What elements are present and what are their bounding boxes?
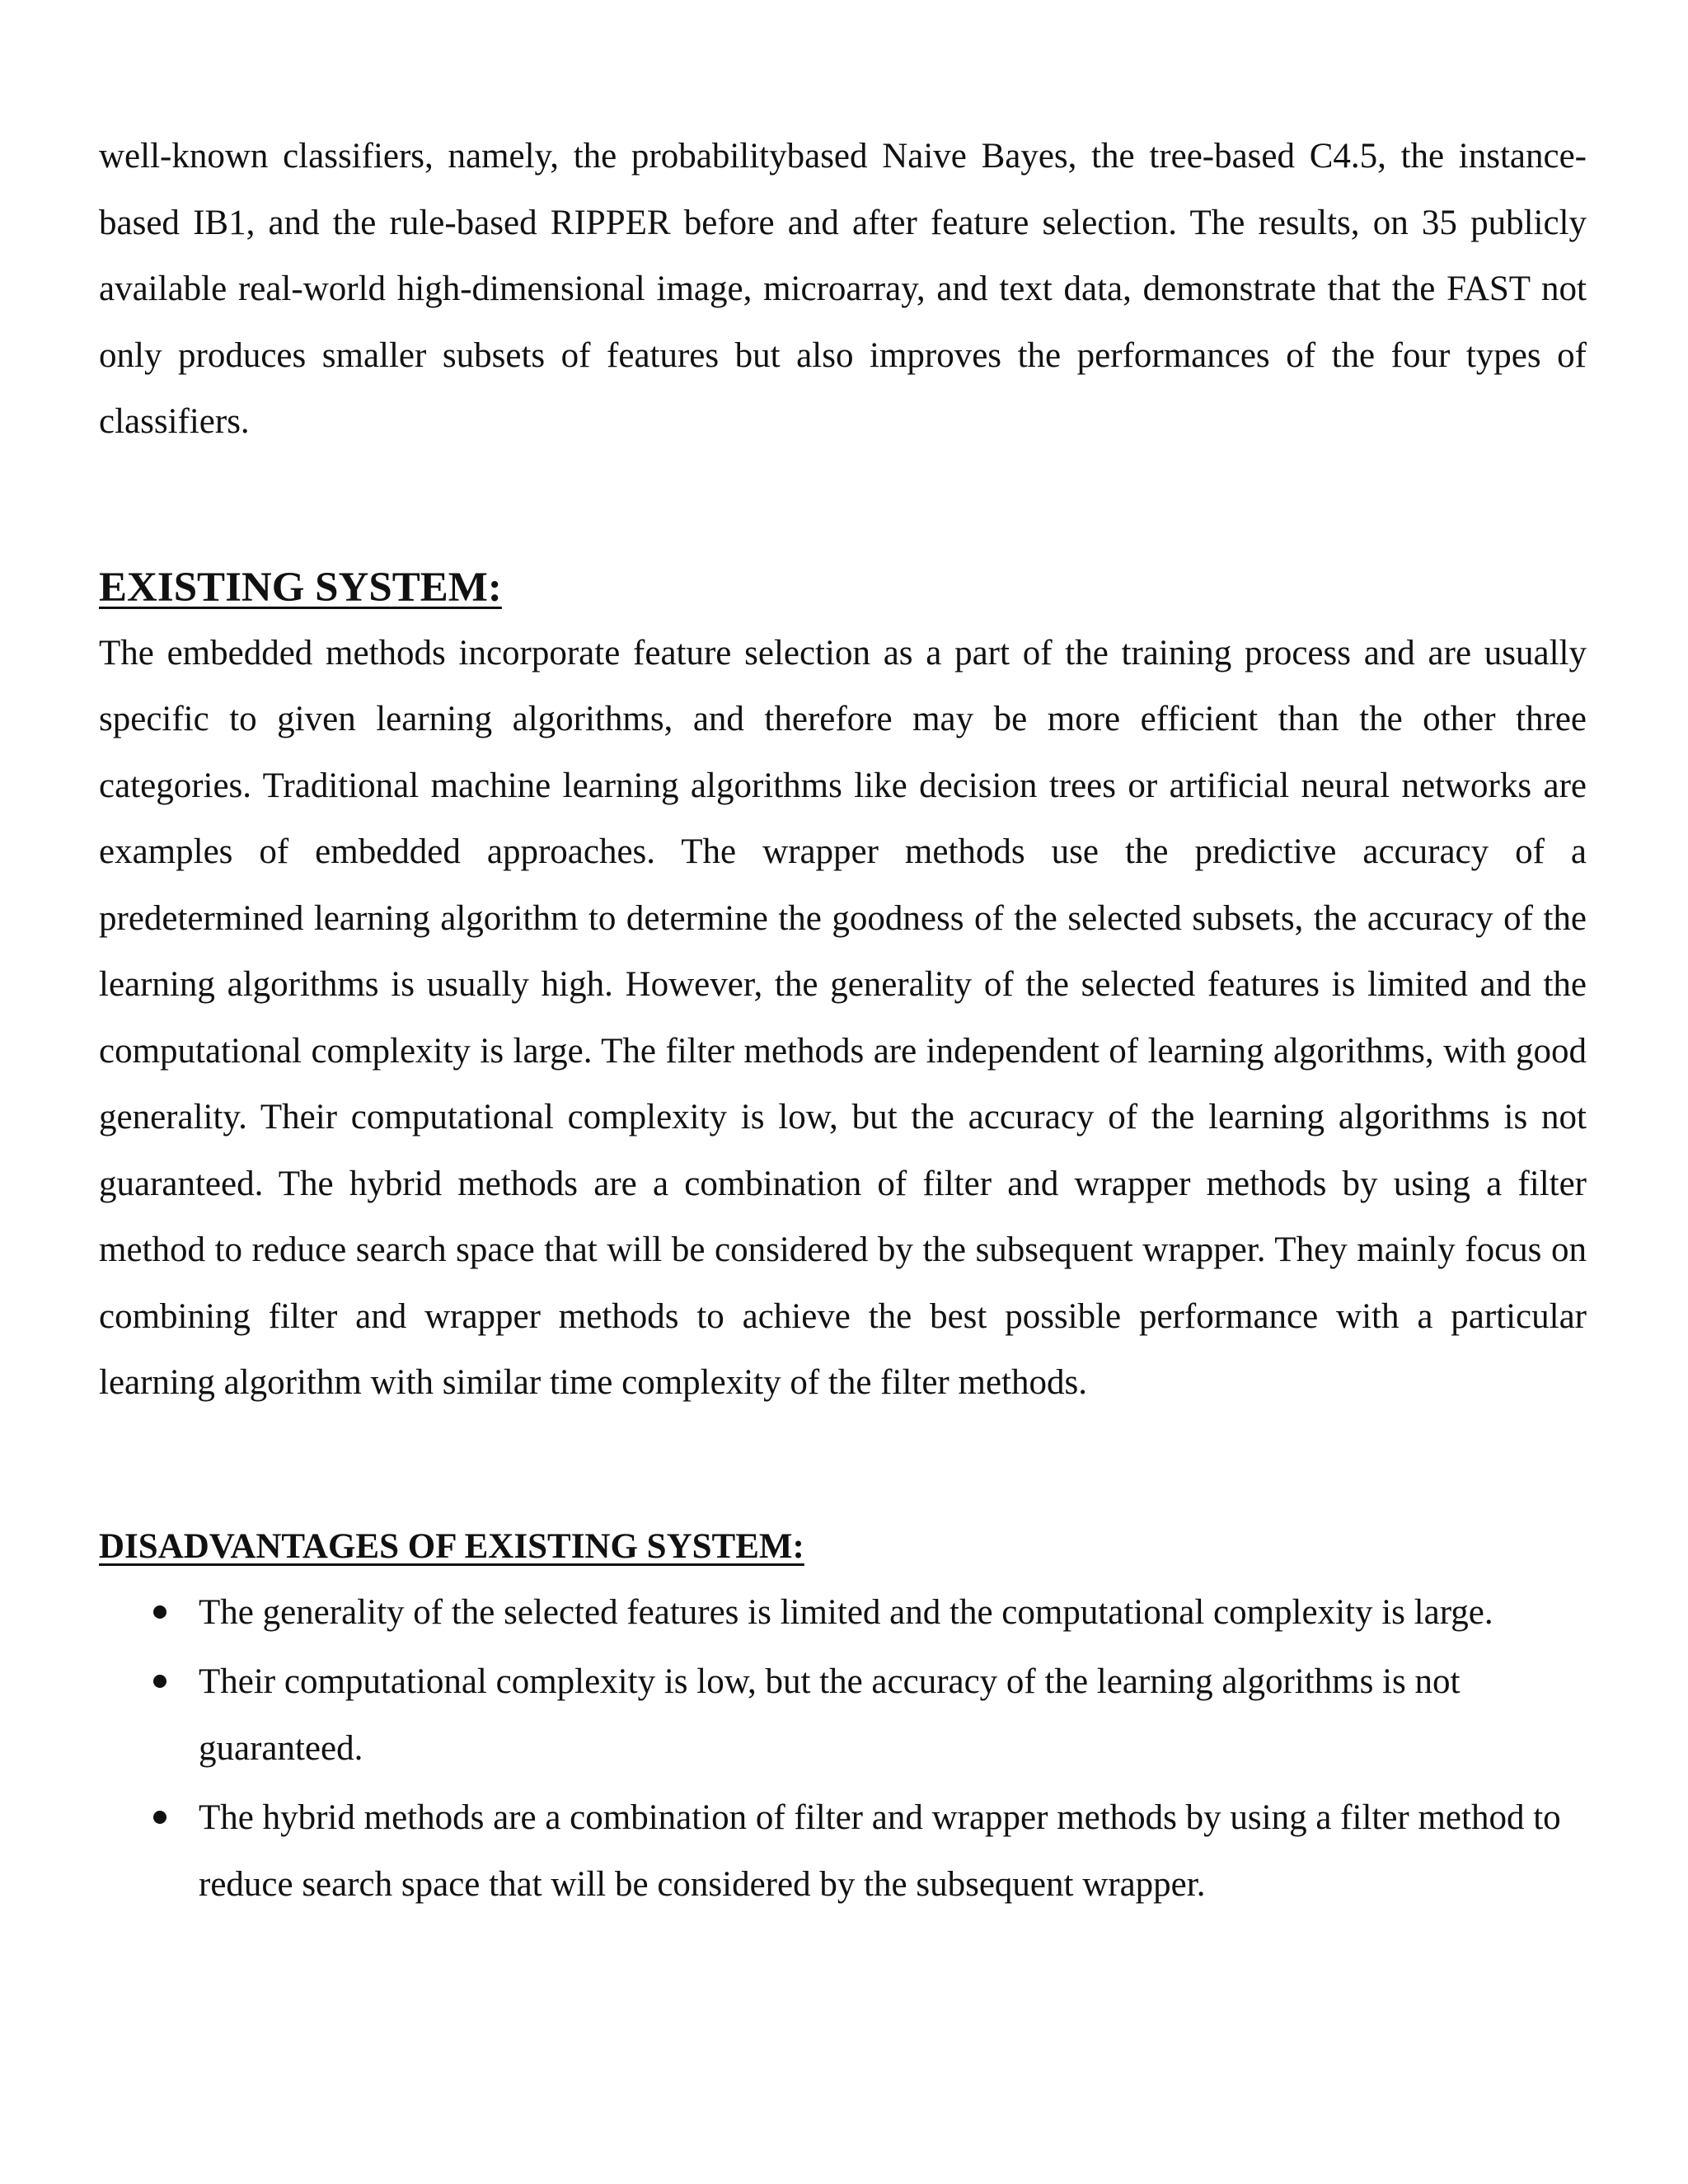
existing-system-paragraph: The embedded methods incorporate feature selection as a part of the training process and are usually specific to given learning algorithms, and therefore may be more efficient than the other three categories. Traditional machine learning algorithms like decision trees or artificial neural networks are examples of embedded approaches. The wrapper methods use the predictive accuracy of a predetermined learning algorithm to determine the goodness of the selected subsets, the accuracy of the learning algorithms is usually high. However, the generality of the selected features is limited and the computational complexity is large. The filter methods are independent of learning algorithms, with good generality. Their computational complexity is low, but the accuracy of the learning algorithms is not guaranteed. The hybrid methods are a combination of filter and wrapper methods by using a filter method to reduce search space that will be considered by the subsequent wrapper. They mainly focus on combining filter and wrapper methods to achieve the best possible performance with a particular learning algorithm with similar time complexity of the filter methods. [99, 633, 1587, 1402]
spacer [99, 456, 1587, 555]
list-item [99, 1649, 1587, 1782]
list-item [99, 1785, 1587, 1918]
bullet-icon [153, 1811, 166, 1824]
disadvantages-heading: DISADVANTAGES OF EXISTING SYSTEM: [99, 1526, 804, 1566]
intro-paragraph: well-known classifiers, namely, the probabilitybased Naive Bayes, the tree-based C4.5, the instance-based IB1, and the rule-based RIPPER before and after feature selection. The results, on 35 publicly available real-world high-dimensional image, microarray, and text data, demonstrate that the FAST not only produces smaller subsets of features but also improves the performances of the four types of classifiers. [99, 137, 1587, 441]
list-item-text: The hybrid methods are a combination of filter and wrapper methods by using a filter method to reduce search space that will be considered by the subsequent wrapper. [199, 1798, 1561, 1904]
list-item [99, 1580, 1587, 1647]
existing-system-heading: EXISTING SYSTEM: [99, 564, 502, 611]
disadvantages-list [99, 1580, 1587, 1919]
list-item-text: The generality of the selected features is limited and the computational complexity is large. [199, 1592, 1493, 1632]
document-page [99, 124, 1587, 1921]
list-item-text: Their computational complexity is low, but the accuracy of the learning algorithms is not guaranteed. [199, 1662, 1461, 1768]
bullet-icon [153, 1605, 166, 1619]
spacer [99, 1417, 1587, 1514]
bullet-icon [153, 1675, 166, 1688]
